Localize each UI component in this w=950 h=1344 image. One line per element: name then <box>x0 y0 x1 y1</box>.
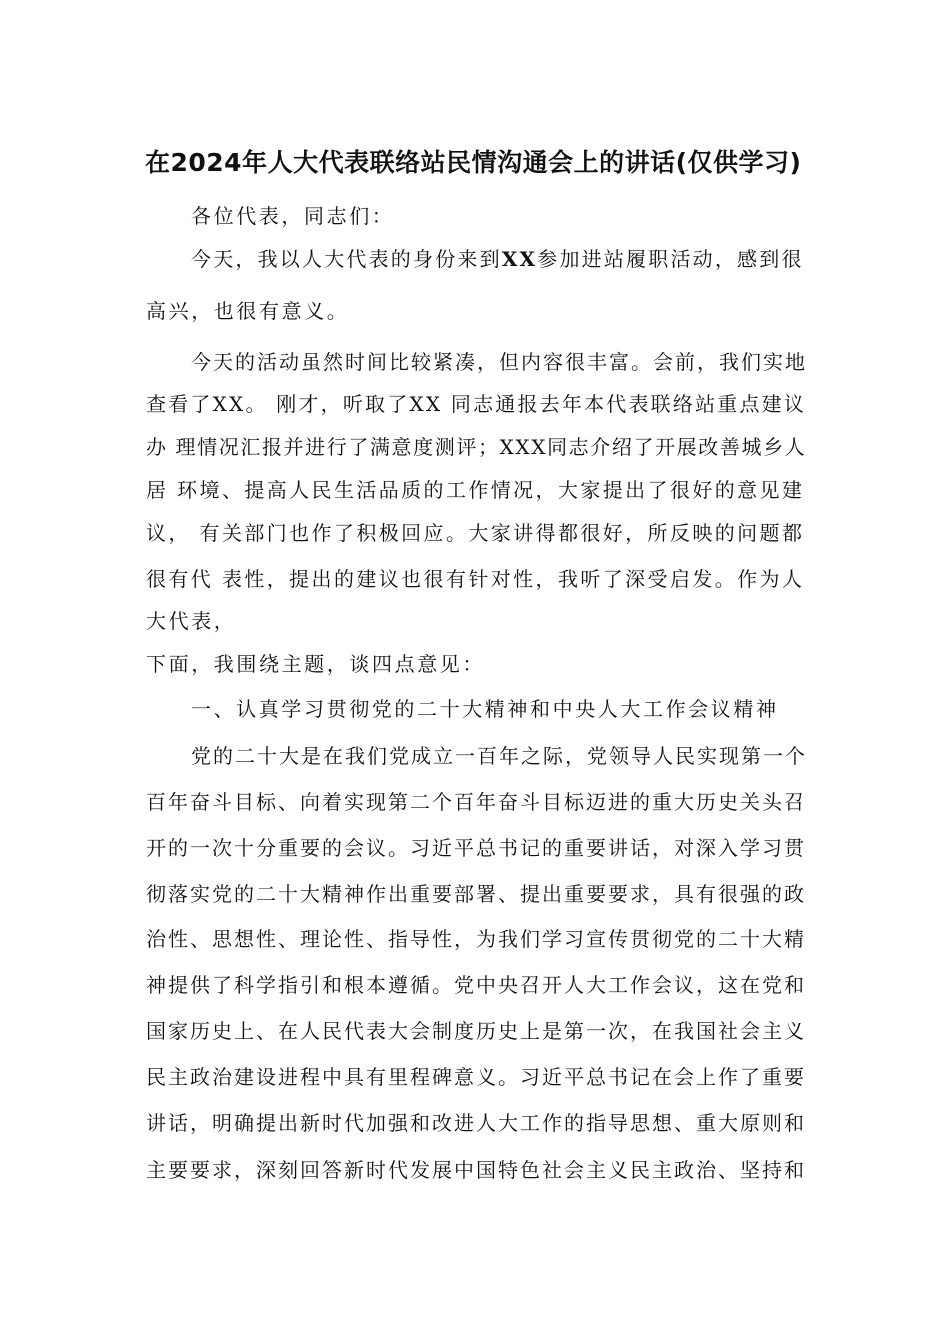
paragraph-3-line: 治性、思想性、理论性、指导性，为我们学习宣传贯彻党的二十大精 <box>146 927 806 951</box>
paragraph-1-text: 参加进站履职活动，感到很 <box>537 247 804 271</box>
paragraph-3-line: 民主政治建设进程中具有里程碑意义。习近平总书记在会上作了重要 <box>146 1065 806 1089</box>
paragraph-2-line: 办 理情况汇报并进行了满意度测评；XXX同志介绍了开展改善城乡人 <box>146 435 807 459</box>
paragraph-3-line: 主要要求，深刻回答新时代发展中国特色社会主义民主政治、坚持和 <box>146 1158 806 1182</box>
paragraph-3-line: 彻落实党的二十大精神作出重要部署、提出重要要求，具有很强的政 <box>146 882 806 906</box>
paragraph-2-line: 今天的活动虽然时间比较紧凑，但内容很丰富。会前，我们实地 <box>191 350 807 374</box>
paragraph-2-line: 居 环境、提高人民生活品质的工作情况，大家提出了很好的意见建 <box>146 478 805 502</box>
intro-line: 下面，我围绕主题，谈四点意见： <box>146 652 485 676</box>
document-title: 在2024年人大代表联络站民情沟通会上的讲话(仅供学习) <box>145 148 802 177</box>
paragraph-3-line: 开的一次十分重要的会议。习近平总书记的重要讲话，对深入学习贯 <box>146 836 806 860</box>
paragraph-2-line: 大代表， <box>146 609 237 633</box>
paragraph-2-line: 很有代 表性，提出的建议也很有针对性，我听了深受启发。作为人 <box>146 567 805 591</box>
section-heading-1: 一、认真学习贯彻党的二十大精神和中央人大工作会议精神 <box>191 697 779 721</box>
paragraph-3-line: 国家历史上、在人民代表大会制度历史上是第一次，在我国社会主义 <box>146 1019 806 1043</box>
paragraph-1-line-2: 高兴，也很有意义。 <box>146 299 350 323</box>
paragraph-3-line: 讲话，明确提出新时代加强和改进人大工作的指导思想、重大原则和 <box>146 1111 806 1135</box>
placeholder-xx: XX <box>501 247 538 271</box>
paragraph-3-line: 百年奋斗目标、向着实现第二个百年奋斗目标迈进的重大历史关头召 <box>146 790 806 814</box>
paragraph-2-line: 议， 有关部门也作了积极回应。大家讲得都很好，所反映的问题都 <box>146 521 805 545</box>
paragraph-1-line-1 <box>191 243 804 272</box>
paragraph-2-line: 查看了XX。 刚才，听取了XX 同志通报去年本代表联络站重点建议 <box>146 392 807 416</box>
paragraph-3-line: 党的二十大是在我们党成立一百年之际，党领导人民实现第一个 <box>191 744 807 768</box>
paragraph-3-line: 神提供了科学指引和根本遵循。党中央召开人大工作会议，这在党和 <box>146 973 806 997</box>
greeting: 各位代表，同志们： <box>191 204 395 228</box>
paragraph-1-text: 今天，我以人大代表的身份来到 <box>191 247 502 271</box>
